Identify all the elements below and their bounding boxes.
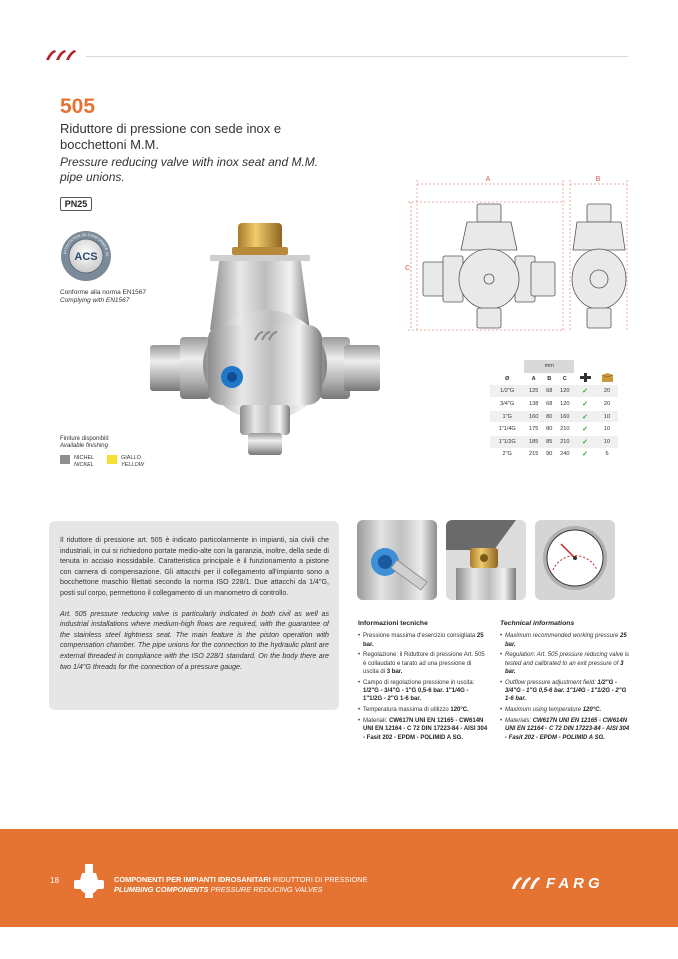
norm-compliance-note: Conforme alla norma EN1567 Complying with EN1567 [60,289,146,304]
footer-category-english: PLUMBING COMPONENTS PRESSURE REDUCING VALVES [114,885,323,894]
cell-pack: 6 [596,448,618,461]
cell-size: 1/2"G [490,385,524,398]
tech-title-italian: Informazioni tecniche [358,620,428,627]
svg-text:A: A [485,176,491,183]
nickel-label: NICHEL NICKEL [74,455,95,468]
svg-text:FARG: FARG [546,875,604,891]
yellow-swatch [107,455,117,464]
col-header-b: B [543,373,555,386]
svg-text:B: B [595,176,601,183]
tech-item: • Campo di regolazione pressione in uscita: 1/2"G - 3/4"G - 1"G 0,5-6 bar. 1"1/4G - 1"1/2G - 2"G 1-6 bar. [358,679,488,704]
col-header-diameter: Ø [490,373,524,386]
checkmark-icon: ✓ [582,388,588,396]
dimension-table [490,360,618,461]
detail-photo-blue-plug [357,520,437,600]
cell-check [574,436,596,449]
box-icon [602,373,613,382]
tech-item: • Temperatura massima di utilizzo 120°C. [358,706,488,714]
table-row [490,448,618,461]
cell-a: 125 [524,385,543,398]
valve-pack-icon [580,373,591,382]
cell-check [574,448,596,461]
nickel-swatch [60,455,70,464]
technical-info-english [500,620,630,744]
article-number: 505 [60,95,96,118]
cell-b: 68 [543,385,555,398]
tech-item: • Maximum recommended working pressure 25 bar. [500,632,630,649]
header-rule [86,56,628,57]
description-english: Art. 505 pressure reducing valve is particularly indicated in both civil as well as industrial installations where medium-high flows are required, with the guarantee of the stainless steel tightness seat. The main feature is the piston operation with compensation chamber. The pipe unions for the connection to the hydraulic plant are external threaded in compliance with the ISO 228/1 standard. On the body there are two 1/4"G threads for the connection of a pressure gauge. [60,609,329,671]
cell-size: 1"1/4G [490,423,524,436]
cell-a: 185 [524,436,543,449]
pressure-rating-badge: PN25 [60,197,92,211]
checkmark-icon: ✓ [582,413,588,421]
product-title-english: Pressure reducing valve with inox seat and M.M. pipe unions. [60,155,319,184]
finish-title: Finiture disponibili: Available finishing [60,436,110,449]
farg-swoosh-icon [44,48,78,62]
detail-photo-wrench [446,520,526,600]
cell-pack: 20 [596,385,618,398]
product-title-italian: Riduttore di pressione con sede inox e bocchettoni M.M. [60,121,282,152]
table-row [490,436,618,449]
dimension-drawing [405,170,635,340]
cell-size: 3/4"G [490,398,524,411]
acs-certification-seal [60,230,112,282]
yellow-label: GIALLO YELLOW [121,455,144,468]
cell-c: 210 [555,436,574,449]
checkmark-icon: ✓ [582,451,588,459]
table-row [490,385,618,398]
checkmark-icon: ✓ [582,426,588,434]
table-row [490,423,618,436]
cell-pack: 10 [596,423,618,436]
tech-item: • Materials: CW617N UNI EN 12165 - CW614N UNI EN 12164 - C 72 DIN 17223-84 - AISI 304 - Fasit 202 - EPDM - POLIMID A SG. [500,717,630,742]
checkmark-icon: ✓ [582,438,588,446]
cell-c: 210 [555,423,574,436]
cell-pack: 10 [596,436,618,449]
tech-title-english: Technical informations [500,620,575,627]
cell-size: 1"G [490,410,524,423]
cell-size: 2"G [490,448,524,461]
cell-b: 85 [543,436,555,449]
cell-c: 120 [555,385,574,398]
description-italian: Il riduttore di pressione art. 505 è indicato particolarmente in impianti, sia civili che industriali, in cui si richiedono portate medio-alte con la garanzia, inoltre, della sede di tenuta in acciaio inossidabile. Caratteristica principale è il funzionamento a pistone con camera di compensazione. Gli attacchi per il collegamento all'impianto sono a bocchettone maschio filettati secondo la norma ISO 228/1. Due attacchi da 1/4"G, posti sul corpo, permettono il collegamento di un manometro di controllo. [60,536,329,597]
cell-a: 160 [524,410,543,423]
cell-c: 120 [555,398,574,411]
technical-info-italian [358,620,488,744]
col-header-a: A [524,373,543,386]
cell-a: 138 [524,398,543,411]
tech-item: • Regolazione: il Riduttore di pressione Art. 505 è collaudato e tarato ad una pressione di uscita di 3 bar. [358,651,488,676]
cell-b: 68 [543,398,555,411]
tech-item: • Materiali: CW617N UNI EN 12165 - CW614N UNI EN 12164 - C 72 DIN 17223-84 - AISI 304 - Fasit 202 - EPDM - POLIMID A SG. [358,717,488,742]
cell-a: 215 [524,448,543,461]
cell-size: 1"1/2G [490,436,524,449]
cell-check [574,423,596,436]
footer-category-italian: COMPONENTI PER IMPIANTI IDROSANITARI RIDUTTORI DI PRESSIONE [114,875,368,884]
page-number: 18 [50,876,59,885]
col-header-c: C [555,373,574,386]
cell-b: 80 [543,410,555,423]
tech-item: • Regulation: Art. 505 pressure reducing valve is tested and calibrated to an exit pressure of 3 bar. [500,651,630,676]
cell-a: 175 [524,423,543,436]
cell-b: 90 [543,448,555,461]
tech-item: • Outflow pressure adjustment field: 1/2"G - 3/4"G - 1"G 0,5-6 bar. 1"1/4G - 1"1/2G - 2"G 1-6 bar. [500,679,630,704]
detail-photo-pressure-gauge [535,520,615,600]
tech-item: • Maximum using temperature 120°C. [500,706,630,714]
table-row [490,410,618,423]
cell-check [574,410,596,423]
svg-text:ACS: ACS [74,251,98,263]
svg-text:ATTESTATION DE CONFORMITE SANI: ATTESTATION DE CONFORMITE SA [63,232,110,257]
valve-product-photo [140,215,390,470]
unit-header: mm [524,360,574,373]
cell-b: 80 [543,423,555,436]
checkmark-icon: ✓ [582,401,588,409]
cell-check [574,398,596,411]
table-row [490,398,618,411]
cell-pack: 20 [596,398,618,411]
valve-silhouette-icon [74,864,104,898]
farg-brand-logo [510,873,630,891]
tech-item: • Pressione massima d'esercizio consigliata 25 bar. [358,632,488,649]
description-box [49,521,339,710]
svg-text:C: C [405,265,411,272]
cell-c: 160 [555,410,574,423]
cell-pack: 10 [596,410,618,423]
cell-check [574,385,596,398]
cell-c: 240 [555,448,574,461]
